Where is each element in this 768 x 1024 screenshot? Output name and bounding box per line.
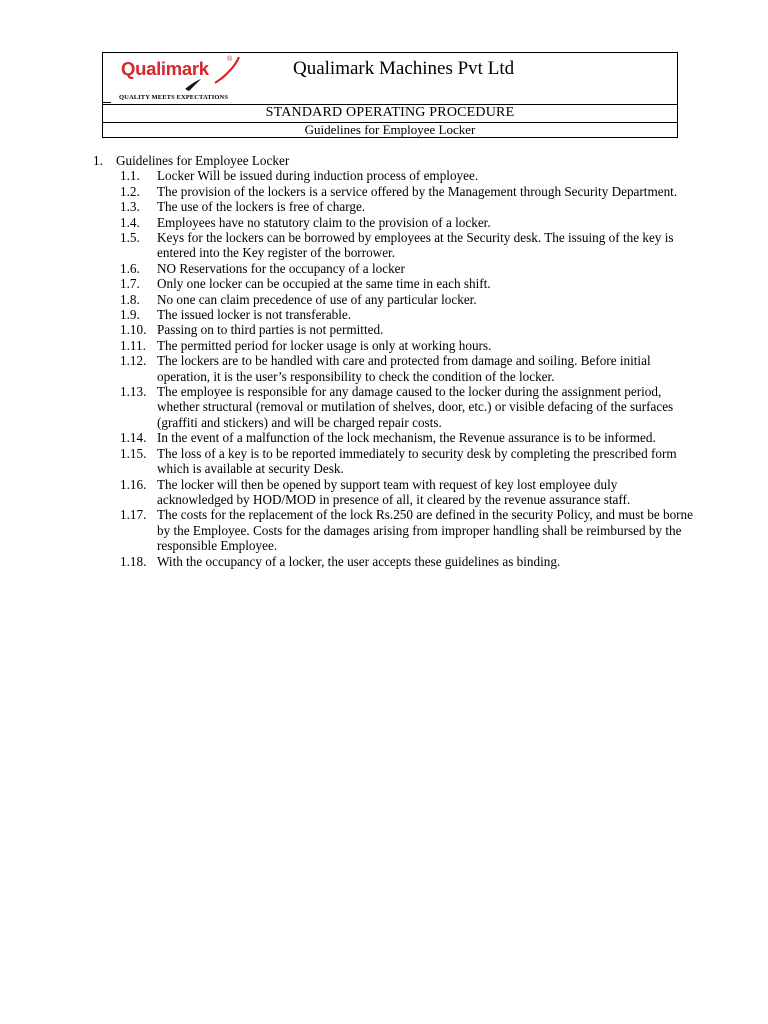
item-number: 1.18. bbox=[120, 553, 147, 569]
list-item bbox=[93, 353, 693, 384]
item-number: 1.10. bbox=[120, 322, 147, 338]
item-text: The use of the lockers is free of charge. bbox=[157, 199, 366, 215]
company-name: Qualimark Machines Pvt Ltd bbox=[293, 58, 515, 79]
list-item bbox=[93, 168, 693, 183]
logo-registered-mark: ® bbox=[227, 56, 233, 63]
item-text: The permitted period for locker usage is only at working hours. bbox=[157, 337, 492, 353]
item-text: With the occupancy of a locker, the user accepts these guidelines as binding. bbox=[157, 553, 561, 569]
item-text: The provision of the lockers is a service offered by the Management through Security Department. bbox=[157, 183, 678, 199]
item-text: The costs for the replacement of the lock Rs.250 are defined in the security Policy, and must be borne by the Employee. Costs for the damages arising from improper handling shall be reimbursed by the responsible Employee. bbox=[157, 507, 694, 554]
item-text: Keys for the lockers can be borrowed by employees at the Security desk. The issuing of the key is entered into the Key register of the borrower. bbox=[157, 230, 674, 261]
item-number: 1.5. bbox=[120, 230, 140, 246]
list-item bbox=[93, 215, 693, 230]
item-number: 1.17. bbox=[120, 507, 147, 523]
item-text: The loss of a key is to be reported immediately to security desk by completing the prescribed form which is available at security Desk. bbox=[157, 445, 677, 477]
item-number: 1.2. bbox=[120, 183, 140, 199]
document-body bbox=[93, 153, 693, 569]
item-text: The lockers are to be handled with care and protected from damage and soiling. Before initial operation, it is the user’s responsibility to check the condition of the locker. bbox=[157, 353, 651, 384]
item-text: The locker will then be opened by support team with request of key lost employee duly acknowledged by HOD/MOD in presence of all, it cleared by the revenue assurance staff. bbox=[157, 476, 631, 507]
item-number: 1.4. bbox=[120, 214, 140, 230]
item-text: The issued locker is not transferable. bbox=[157, 307, 352, 323]
item-text: No one can claim precedence of use of any particular locker. bbox=[157, 291, 477, 307]
document-type: STANDARD OPERATING PROCEDURE bbox=[103, 104, 677, 123]
list-item bbox=[93, 184, 693, 199]
list-item bbox=[93, 338, 693, 353]
item-number: 1.6. bbox=[120, 260, 140, 276]
item-number: 1.8. bbox=[120, 291, 140, 307]
item-number: 1.13. bbox=[120, 384, 147, 400]
logo-tagline: QUALITY MEETS EXPECTATIONS bbox=[119, 94, 229, 101]
item-number: 1.16. bbox=[120, 476, 147, 492]
section-title: Guidelines for Employee Locker bbox=[116, 153, 290, 168]
item-number: 1.14. bbox=[120, 430, 147, 446]
item-text: Locker Will be issued during induction process of employee. bbox=[157, 168, 479, 184]
header-top-row bbox=[103, 53, 677, 105]
logo-divider bbox=[103, 102, 111, 103]
list-item bbox=[93, 507, 693, 553]
item-number: 1.7. bbox=[120, 276, 140, 292]
item-text: Employees have no statutory claim to the provision of a locker. bbox=[157, 214, 491, 230]
list-item bbox=[93, 430, 693, 445]
document-title: Guidelines for Employee Locker bbox=[304, 122, 476, 137]
list-item bbox=[93, 477, 693, 508]
list-item bbox=[93, 384, 693, 430]
item-number: 1.11. bbox=[120, 337, 146, 353]
logo-wordmark: Qualimark bbox=[121, 58, 209, 79]
list-item bbox=[93, 276, 693, 291]
section-number: 1. bbox=[93, 153, 103, 168]
item-number: 1.1. bbox=[120, 168, 140, 184]
item-text: NO Reservations for the occupancy of a locker bbox=[157, 260, 405, 276]
list-item bbox=[93, 230, 693, 261]
list-item bbox=[93, 307, 693, 322]
list-item bbox=[93, 261, 693, 276]
item-number: 1.15. bbox=[120, 445, 147, 461]
list-item bbox=[93, 554, 693, 569]
list-item bbox=[93, 199, 693, 214]
guideline-list bbox=[93, 168, 693, 569]
company-logo bbox=[103, 53, 253, 104]
section-heading bbox=[93, 153, 693, 168]
item-number: 1.9. bbox=[120, 307, 140, 323]
item-text: Only one locker can be occupied at the same time in each shift. bbox=[157, 276, 491, 292]
item-text: In the event of a malfunction of the lock mechanism, the Revenue assurance is to be informed. bbox=[157, 430, 656, 446]
item-text: Passing on to third parties is not permitted. bbox=[157, 322, 384, 338]
list-item bbox=[93, 292, 693, 307]
item-number: 1.3. bbox=[120, 199, 140, 215]
list-item bbox=[93, 322, 693, 337]
item-text: The employee is responsible for any damage caused to the locker during the assignment period, whether structural (removal or mutilation of shelves, door, etc.) or visible defacing of the surfaces (graffiti and stickers) and will be charged repair costs. bbox=[157, 384, 674, 430]
item-number: 1.12. bbox=[120, 353, 147, 369]
document-header bbox=[102, 52, 678, 138]
list-item bbox=[93, 446, 693, 477]
